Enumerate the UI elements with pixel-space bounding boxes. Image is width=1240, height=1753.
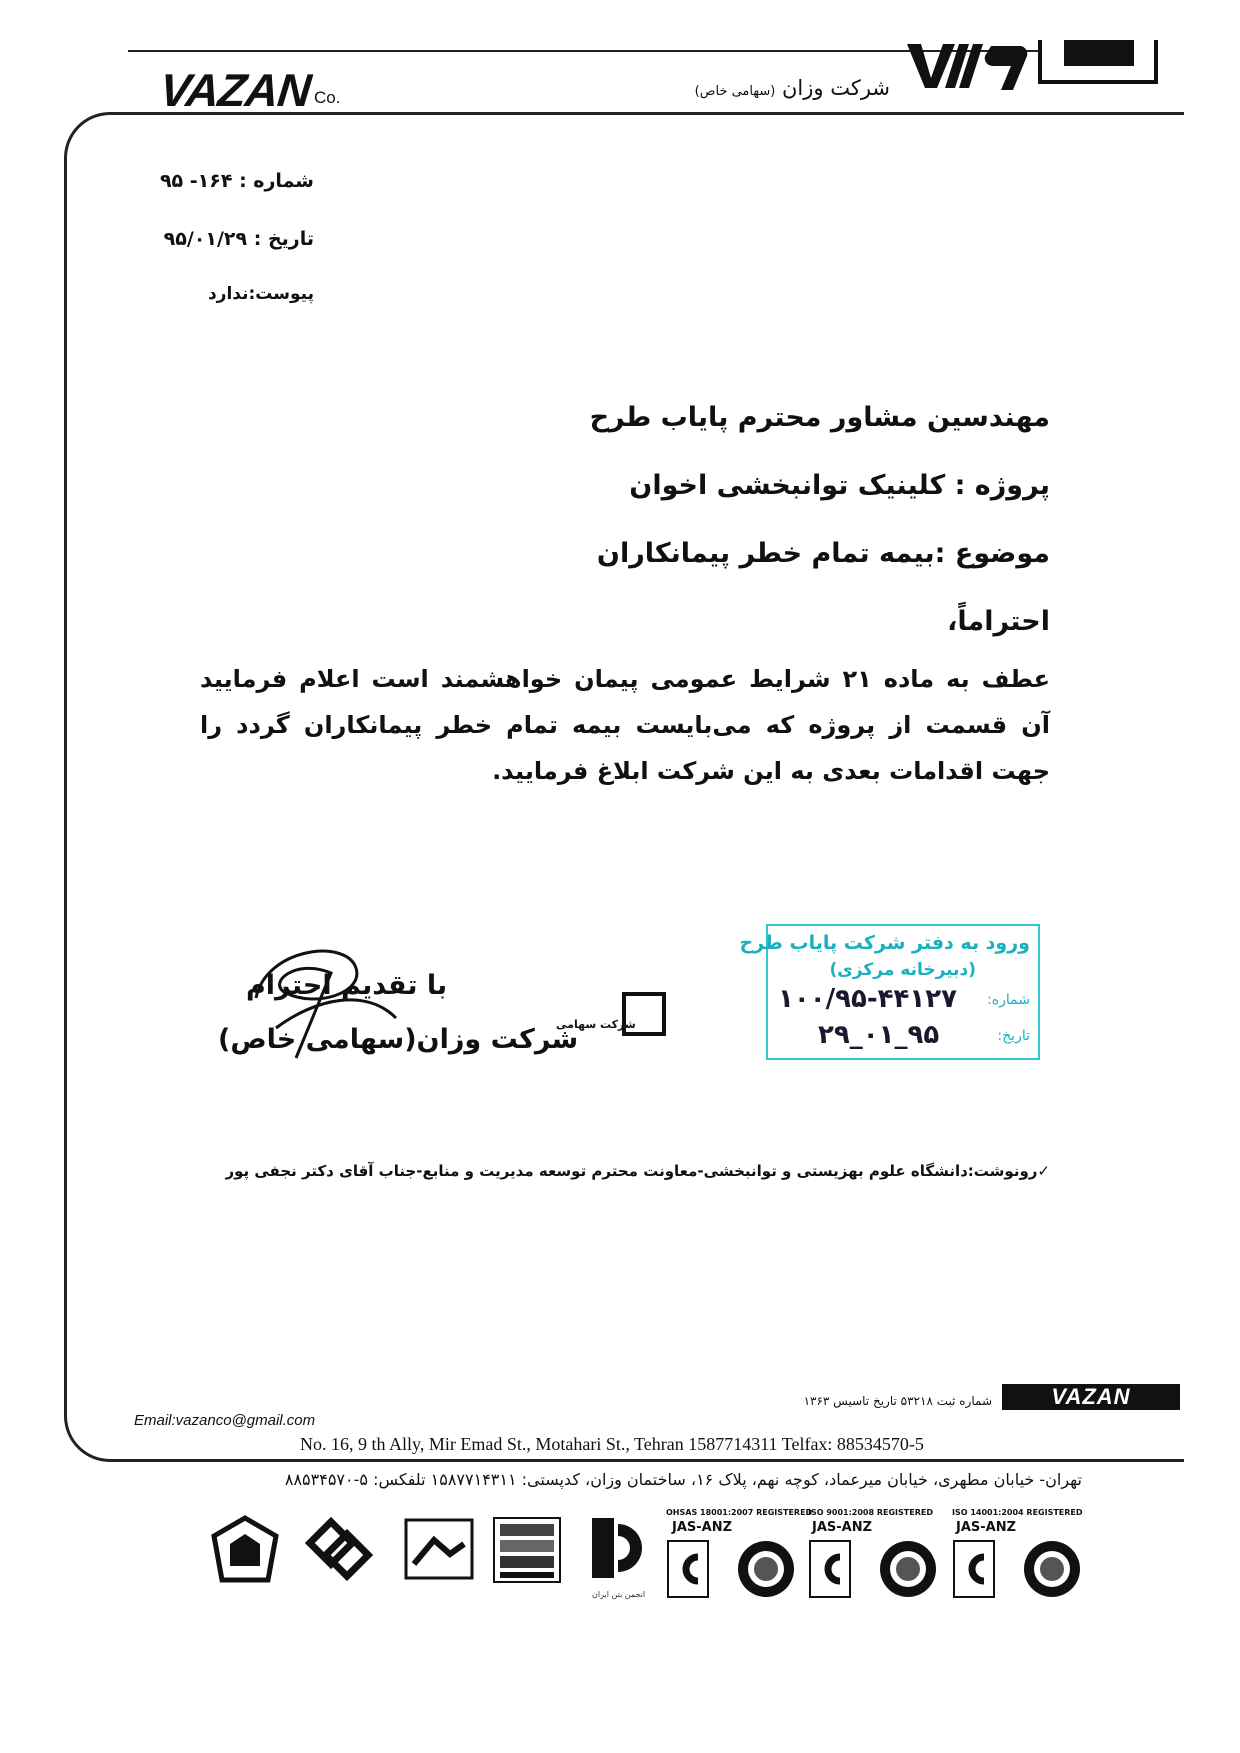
cert-jas-2: JAS-ANZ <box>812 1520 873 1535</box>
letter-attachment: پیوست:ندارد <box>207 284 314 304</box>
building-logo-icon <box>402 1514 476 1586</box>
stamp-subtitle: (دبیرخانه مرکزی) <box>829 960 976 980</box>
emblem-icon <box>1038 40 1158 84</box>
letter-date: تاریخ : ۹۵/۰۱/۲۹ <box>163 228 314 250</box>
stamp-number-value: ۱۰۰/۹۵-۴۴۱۲۷ <box>778 984 957 1014</box>
grid-logo-icon <box>490 1514 564 1586</box>
diamond-logo-icon <box>298 1514 378 1586</box>
cert-reg-3: ISO 14001:2004 REGISTERED <box>952 1508 1083 1517</box>
letter-project: پروژه : کلینیک توانبخشی اخوان <box>629 470 1050 501</box>
letter-body: عطف به ماده ۲۱ شرایط عمومی پیمان خواهشمند است اعلام فرمایید آن قسمت از پروژه که می‌بایست بیمه تمام خطر پیمانکاران گردد را جهت اقدامات بعدی به این شرکت ابلاغ فرمایید. <box>200 665 1050 785</box>
address-english: No. 16, 9 th Ally, Mir Emad St., Motahari St., Tehran 1587714311 Telfax: 88534570-5 <box>300 1434 924 1454</box>
carbon-copy: ✓رونوشت:دانشگاه علوم بهزیستی و توانبخشی-معاونت محترم توسعه مدیریت و منابع-جناب آقای دکتر نجفی پور <box>225 1162 1050 1180</box>
cert-seal-1-icon <box>666 1534 800 1606</box>
footer-logo-bar: VAZAN <box>1002 1384 1180 1410</box>
concrete-association-icon <box>588 1514 648 1586</box>
stamp-date-value: ۹۵_۰۱_۲۹ <box>818 1020 940 1050</box>
stamp-date-label: تاریخ: <box>997 1028 1030 1044</box>
logo-text: VAZAN <box>157 64 313 116</box>
letter-salutation: احتراماً، <box>947 606 1050 637</box>
cert-reg-2: ISO 9001:2008 REGISTERED <box>808 1508 933 1517</box>
stamp-number-label: شماره: <box>987 992 1030 1008</box>
signature-emblem-icon <box>622 992 666 1036</box>
letter-subject: موضوع :بیمه تمام خطر پیمانکاران <box>596 538 1050 569</box>
letter-number: شماره : ۱۶۴- ۹۵ <box>159 170 314 192</box>
company-email[interactable]: Email:vazanco@gmail.com <box>134 1412 316 1429</box>
letter-recipient: مهندسین مشاور محترم پایاب طرح <box>589 402 1050 433</box>
signature-mark-text: شرکت سهامی <box>556 1018 636 1031</box>
logo-suffix: Co. <box>314 88 341 107</box>
company-name: شرکت وزان <box>781 76 890 100</box>
header-company-name <box>695 76 890 100</box>
cert-seal-3-icon <box>952 1534 1086 1606</box>
signature-closing: با تقدیم احترام <box>246 970 448 1001</box>
cert-jas-3: JAS-ANZ <box>956 1520 1017 1535</box>
company-type: (سهامی خاص) <box>694 84 776 99</box>
association-emblem-icon <box>210 1514 280 1586</box>
receipt-stamp <box>739 924 1040 1060</box>
stamp-title: ورود به دفتر شرکت پایاب طرح <box>739 932 1030 954</box>
vazan-mark-icon <box>905 40 1031 92</box>
cert-reg-1: OHSAS 18001:2007 REGISTERED <box>666 1508 813 1517</box>
cert-jas-1: JAS-ANZ <box>672 1520 733 1535</box>
cert-caption-anjoman: انجمن بتن ایران <box>592 1590 646 1599</box>
address-persian: تهران- خیابان مطهری، خیابان میرعماد، کوچه نهم، پلاک ۱۶، ساختمان وزان، کدپستی: ۱۵۸۷۷۱۴۳۱۱ تلفکس: ۵-۸۸۵۳۴۵۷۰ <box>284 1470 1082 1489</box>
signature-company: شرکت وزان(سهامی خاص) <box>218 1024 579 1055</box>
cert-seal-2-icon <box>808 1534 942 1606</box>
vazan-logo <box>157 64 341 116</box>
registration-info: شماره ثبت ۵۳۲۱۸ تاریخ تاسیس ۱۳۶۳ <box>803 1394 992 1408</box>
